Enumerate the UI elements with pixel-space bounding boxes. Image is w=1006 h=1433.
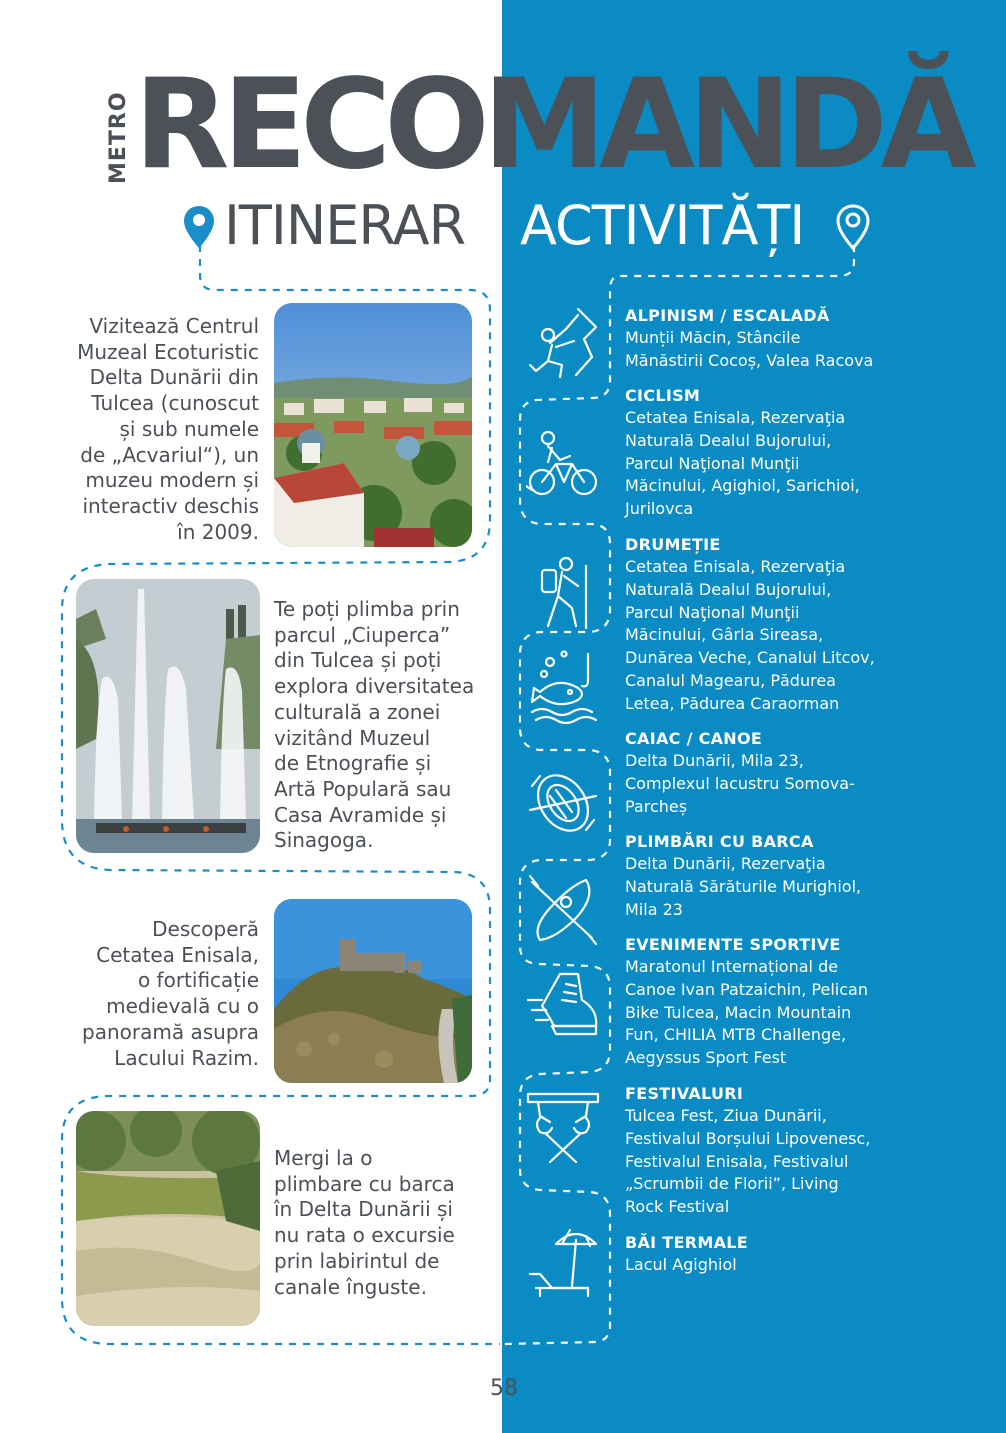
festival-hands-icon [526, 1090, 600, 1164]
hiker-icon [532, 556, 606, 630]
itinerary-text-4: Mergi la o plimbare cu barca în Delta Dunării și nu rata o excursie prin labirintul de canale înguste. [274, 1146, 455, 1299]
activities-heading: ACTIVITĂȚI [520, 194, 805, 257]
activity-cycling: CICLISM Cetatea Enisala, Rezervaţia Naturală Dealul Bujorului, Parcul Naţional Munţii Măcinului, Agighiol, Sarichioi, Jurilovca [625, 386, 860, 519]
fishing-icon [530, 650, 604, 724]
map-pin-icon [182, 204, 216, 250]
page-title: RECOMANDĂ [134, 53, 970, 197]
brand-metro: METRO [106, 91, 131, 184]
activity-thermal-baths: BĂI TERMALE Lacul Agighiol [625, 1233, 748, 1274]
photo-tulcea-city [274, 303, 472, 547]
running-shoe-icon [526, 970, 600, 1044]
page-number: 58 [490, 1376, 518, 1401]
itinerary-text-3: Descoperă Cetatea Enisala, o fortificație medievală cu o panoramă asupra Lacului Razim. [82, 917, 259, 1070]
activity-festivals: FESTIVALURI Tulcea Fest, Ziua Dunării, Festivalul Borșului Lipovenesc, Festivalul Enisala, Festivalul „Scrumbii de Florii”, Living Rock Festival [625, 1084, 871, 1217]
climber-icon [526, 305, 600, 379]
photo-delta-canal [76, 1111, 260, 1326]
kayak-icon [526, 872, 600, 946]
activity-hiking: DRUMEȚIE Cetatea Enisala, Rezervaţia Naturală Dealul Bujorului, Parcul Naţional Munţii Măcinului, Gârla Sireasa, Dunărea Veche, Canalul Litcov, Canalul Magearu, Pădurea Letea, Pădurea Caraorman [625, 535, 875, 713]
activity-boat-trips: PLIMBĂRI CU BARCA Delta Dunării, Rezervaţia Naturală Sărăturile Murighiol, Mila 23 [625, 832, 862, 919]
photo-fountains-park [76, 579, 260, 853]
itinerary-text-1: Vizitează Centrul Muzeal Ecoturistic Delta Dunării din Tulcea (cunoscut și sub numele de „Acvariul“), un muzeu modern și interactiv deschis în 2009. [77, 314, 259, 544]
cyclist-icon [526, 428, 600, 502]
itinerary-heading: ITINERAR [224, 194, 466, 257]
photo-enisala-fortress [274, 899, 472, 1083]
activity-alpinism: ALPINISM / ESCALADĂ Munții Măcin, Stâncile Mănăstirii Cocoș, Valea Racova [625, 306, 874, 370]
activity-kayak-canoe: CAIAC / CANOE Delta Dunării, Mila 23, Complexul lacustru Somova- Parcheș [625, 729, 855, 816]
beach-chair-icon [526, 1226, 600, 1300]
raft-icon [526, 766, 600, 840]
map-pin-icon [836, 204, 870, 250]
activity-sports-events: EVENIMENTE SPORTIVE Maratonul Internațional de Canoe Ivan Patzaichin, Pelican Bike Tulcea, Macin Mountain Fun, CHILIA MTB Challenge, Aegyssus Sport Fest [625, 935, 868, 1068]
itinerary-text-2: Te poți plimba prin parcul „Ciuperca” din Tulcea și poți explora diversitatea culturală a zonei vizitând Muzeul de Etnografie și Artă Populară sau Casa Avramide și Sinagoga. [274, 597, 475, 853]
